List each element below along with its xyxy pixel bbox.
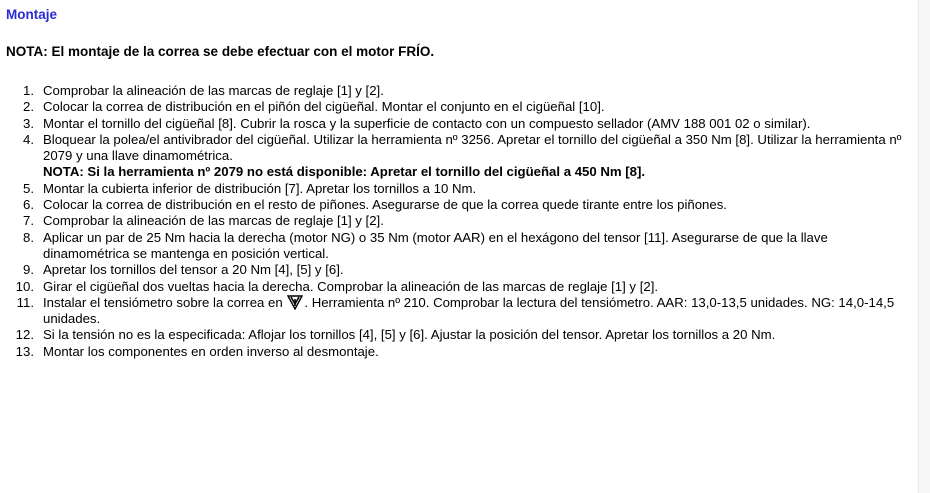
section-title: Montaje: [6, 7, 58, 22]
list-item: [0, 230, 910, 263]
list-item: [0, 262, 910, 278]
step-number: 2.: [23, 99, 34, 115]
step-number: 4.: [23, 131, 34, 147]
list-item: [0, 213, 910, 229]
step-text: Bloquear la polea/el antivibrador del cigüeñal. Utilizar la herramienta nº 3256. Apretar el tornillo del cigüeñal a 350 Nm [8]. Utilizar la herramienta nº 2079 y una llave dinamométrica.: [43, 131, 902, 164]
step-number: 1.: [23, 83, 34, 98]
step-text: Montar el tornillo del cigüeñal [8]. Cubrir la rosca y la superficie de contacto con un compuesto sellador (AMV 188 001 02 o similar).: [43, 115, 811, 131]
step-text: Girar el cigüeñal dos vueltas hacia la derecha. Comprobar la alineación de las marcas de reglaje [1] y [2].: [43, 278, 659, 294]
step-text: Colocar la correa de distribución en el piñón del cigüeñal. Montar el conjunto en el cigüeñal [10].: [43, 99, 605, 115]
list-item: [0, 99, 910, 115]
step-number: 8.: [23, 229, 34, 245]
step-text: Apretar los tornillos del tensor a 20 Nm [4], [5] y [6].: [43, 262, 344, 278]
list-item: [0, 344, 910, 360]
step-number: 5.: [23, 180, 34, 196]
step-text-after-icon: . Herramienta nº 210. Comprobar la lectura del tensiómetro. AAR: 13,0-13,5 unidades. NG: 14,0-14,5 unidades.: [43, 294, 895, 327]
step-number: 6.: [23, 197, 34, 213]
procedure-steps: [0, 83, 910, 360]
list-item: [0, 181, 910, 197]
step-number: 13.: [15, 343, 34, 359]
step-text-before-icon: Instalar el tensiómetro sobre la correa en: [43, 294, 283, 310]
step-text: Comprobar la alineación de las marcas de reglaje [1] y [2].: [43, 83, 384, 98]
list-item: [0, 83, 910, 99]
step-warning-note: NOTA: Si la herramienta nº 2079 no está disponible: Apretar el tornillo del cigüeñal a 450 Nm [8].: [43, 164, 646, 180]
step-number: 7.: [23, 213, 34, 229]
step-text: Si la tensión no es la especificada: Aflojar los tornillos [4], [5] y [6]. Ajustar la posición del tensor. Apretar los tornillos a 20 Nm.: [43, 327, 776, 343]
step-number: 9.: [23, 262, 34, 278]
list-item: [0, 132, 910, 181]
list-item: [0, 116, 910, 132]
main-note: NOTA: El montaje de la correa se debe efectuar con el motor FRÍO.: [6, 44, 435, 59]
step-text: Comprobar la alineación de las marcas de reglaje [1] y [2].: [43, 213, 384, 229]
list-item: [0, 295, 910, 328]
list-item: [0, 279, 910, 295]
step-text: Montar los componentes en orden inverso al desmontaje.: [43, 343, 379, 359]
step-number: 12.: [15, 327, 34, 343]
step-text: Montar la cubierta inferior de distribución [7]. Apretar los tornillos a 10 Nm.: [43, 180, 477, 196]
list-item: [0, 327, 910, 343]
step-number: 11.: [16, 294, 34, 310]
tension-point-icon: [287, 295, 303, 310]
vertical-scrollbar[interactable]: [918, 0, 930, 493]
step-number: 3.: [23, 115, 34, 131]
list-item: [0, 197, 910, 213]
step-number: 10.: [15, 278, 34, 294]
step-text: Aplicar un par de 25 Nm hacia la derecha (motor NG) o 35 Nm (motor AAR) en el hexágono del tensor [11]. Asegurarse de que la llave dinamométrica se mantenga en posición vertical.: [43, 229, 828, 261]
step-text: Colocar la correa de distribución en el resto de piñones. Asegurarse de que la correa quede tirante entre los piñones.: [43, 197, 727, 213]
